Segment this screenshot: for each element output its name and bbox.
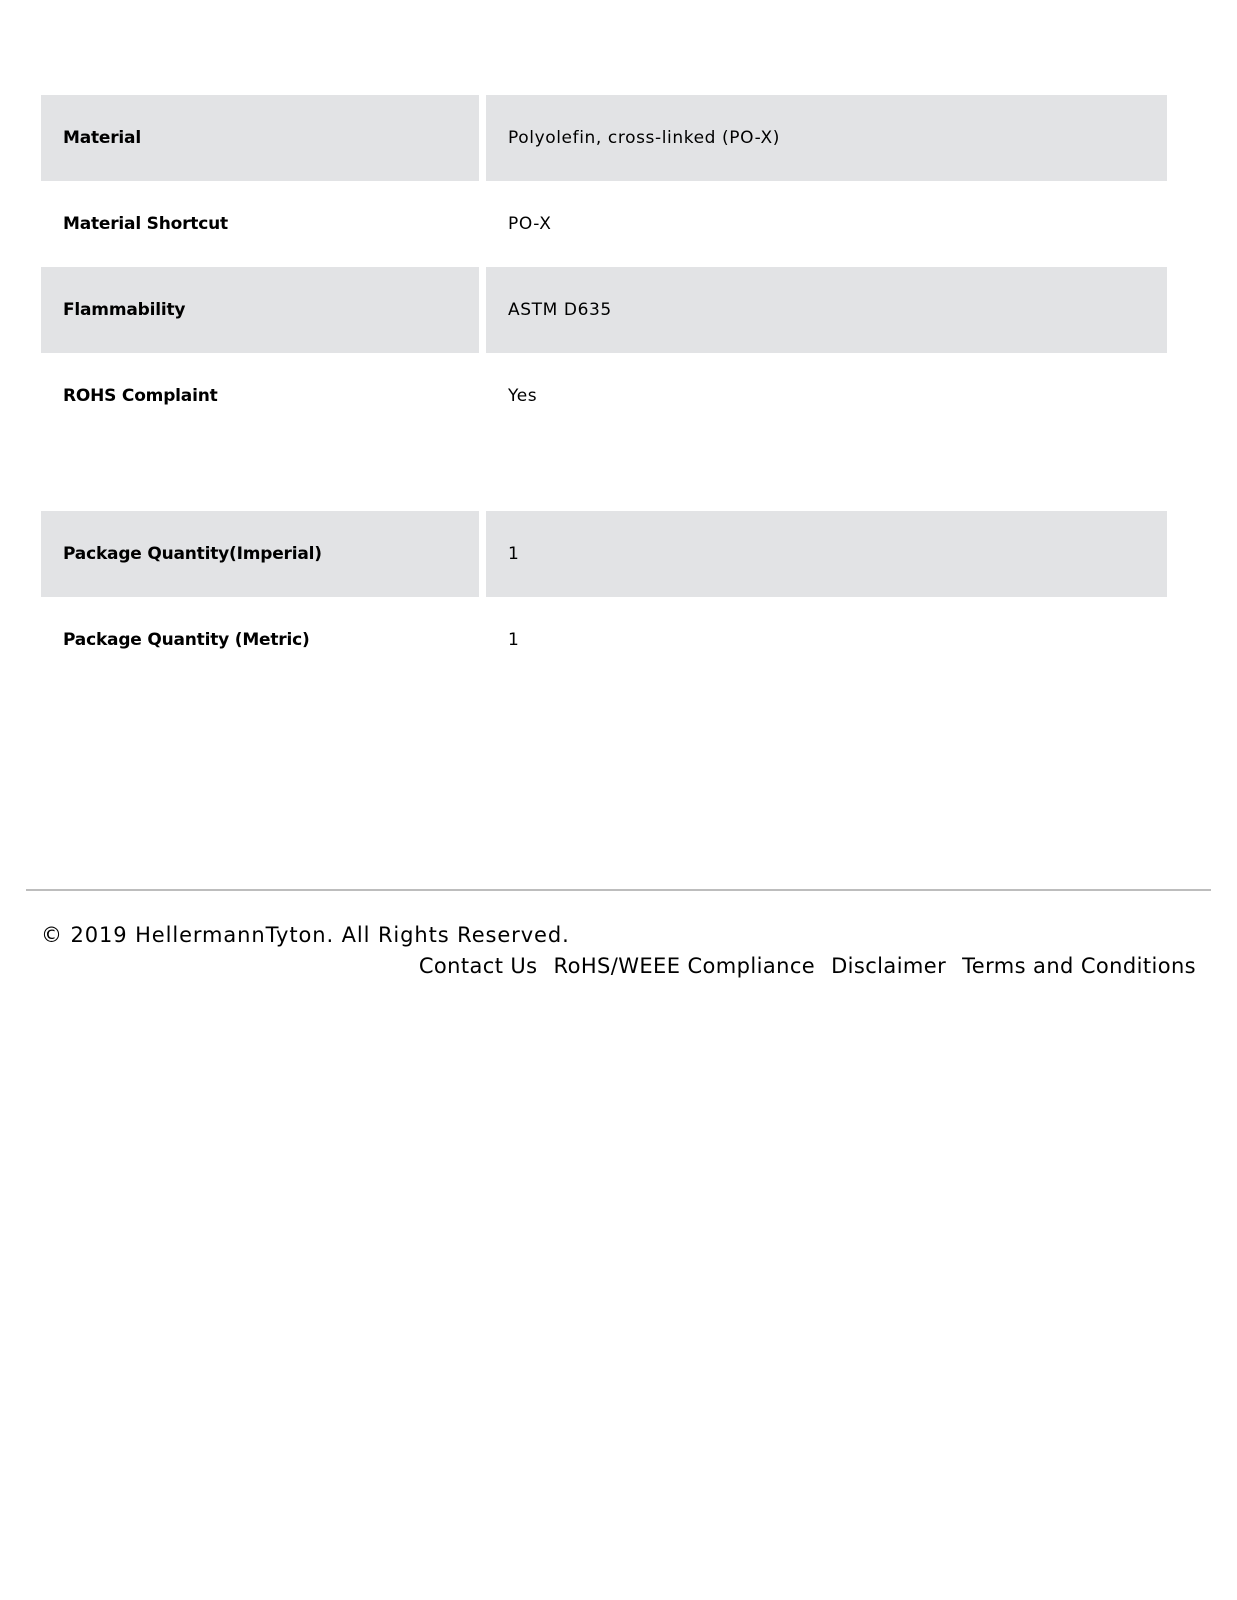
spec-value: ASTM D635	[486, 267, 1167, 353]
spec-row-flammability	[41, 267, 1167, 353]
disclaimer-link[interactable]: Disclaimer	[831, 954, 947, 978]
spec-label: Flammability	[41, 267, 479, 353]
spec-row-package-metric	[41, 597, 1167, 683]
spec-label: Package Quantity(Imperial)	[41, 511, 479, 597]
spec-value: PO-X	[508, 214, 552, 234]
rohs-weee-compliance-link[interactable]: RoHS/WEEE Compliance	[553, 954, 816, 978]
spec-value: Yes	[508, 386, 538, 406]
spec-value: 1	[508, 630, 520, 650]
spec-row-package-imperial	[41, 511, 1167, 597]
copyright-text: © 2019 HellermannTyton. All Rights Reserved.	[41, 923, 570, 947]
spec-row-material-shortcut	[41, 181, 1167, 267]
material-spec-table	[34, 95, 1174, 439]
spec-value: Polyolefin, cross-linked (PO-X)	[486, 95, 1167, 181]
spec-label: Material Shortcut	[63, 214, 228, 234]
footer-divider	[26, 889, 1211, 891]
spec-label: Material	[41, 95, 479, 181]
contact-us-link[interactable]: Contact Us	[418, 954, 538, 978]
terms-and-conditions-link[interactable]: Terms and Conditions	[962, 954, 1196, 978]
spec-label: Package Quantity (Metric)	[63, 630, 310, 650]
spec-value: 1	[486, 511, 1167, 597]
spec-row-material	[41, 95, 1167, 181]
package-spec-table	[34, 511, 1174, 683]
footer-links	[419, 954, 1196, 978]
spec-row-rohs	[41, 353, 1167, 439]
spec-label: ROHS Complaint	[63, 386, 218, 406]
